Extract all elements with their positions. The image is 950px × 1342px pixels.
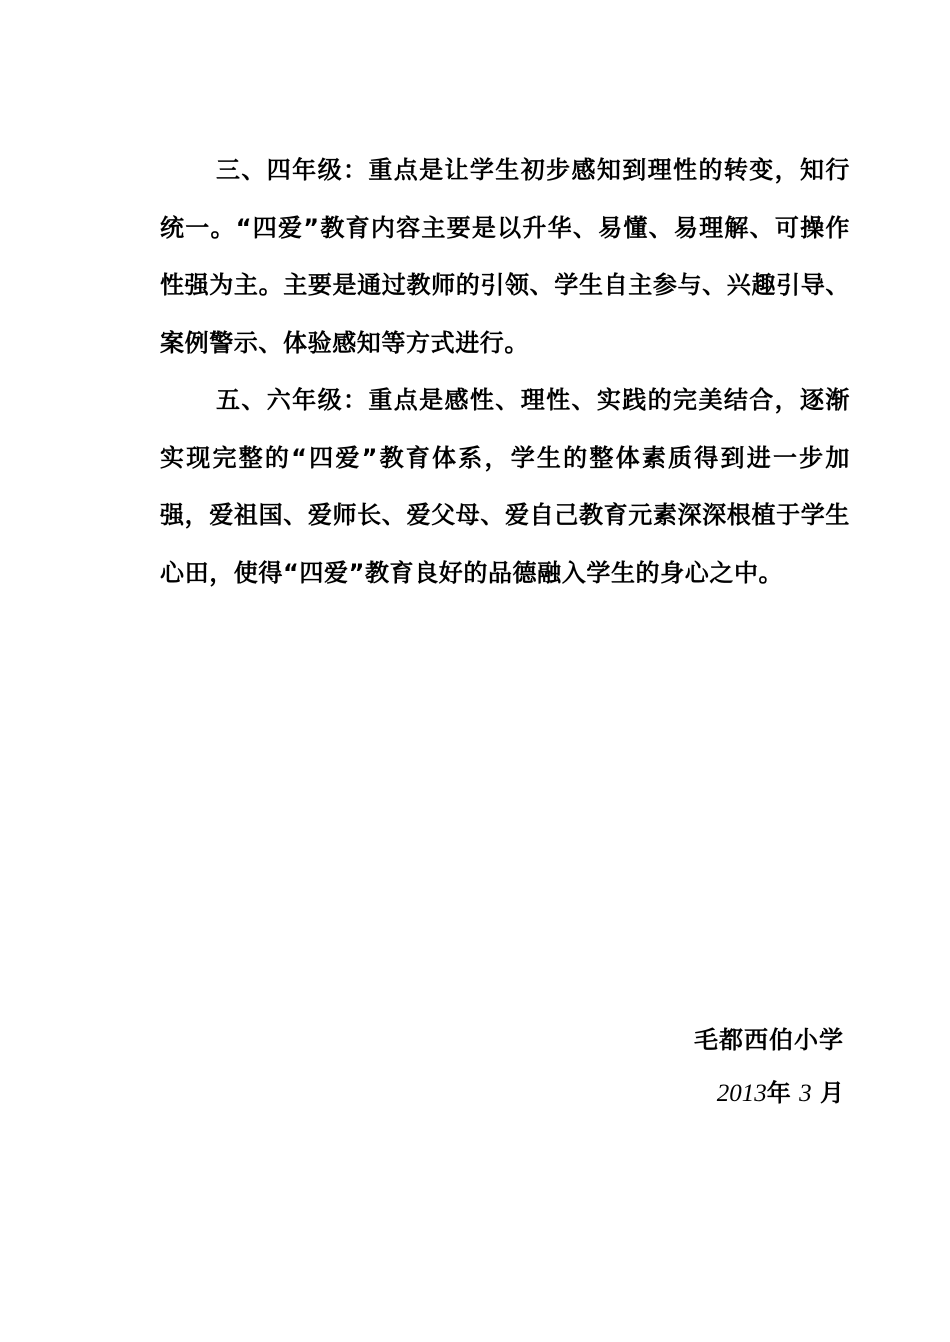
signature-block bbox=[694, 1012, 844, 1118]
date-month-unit: 月 bbox=[820, 1079, 844, 1107]
date-month: 3 bbox=[799, 1080, 812, 1107]
paragraph-grades-3-4: 三、四年级：重点是让学生初步感知到理性的转变，知行统一。“四爱”教育内容主要是以升华、易懂、易理解、可操作性强为主。主要是通过教师的引领、学生自主参与、兴趣引导、案例警示、体验感知等方式进行。 bbox=[160, 156, 850, 357]
document-body bbox=[160, 142, 850, 602]
date-year-unit: 年 bbox=[766, 1079, 791, 1107]
paragraph-grades-5-6: 五、六年级：重点是感性、理性、实践的完美结合，逐渐实现完整的“四爱”教育体系，学生的整体素质得到进一步加强，爱祖国、爱师长、爱父母、爱自己教育元素深深根植于学生心田，使得“四爱”教育良好的品德融入学生的身心之中。 bbox=[160, 386, 850, 587]
signature-date bbox=[694, 1069, 844, 1118]
date-year: 2013 bbox=[716, 1080, 767, 1107]
signature-organization: 毛都西伯小学 bbox=[694, 1026, 844, 1054]
